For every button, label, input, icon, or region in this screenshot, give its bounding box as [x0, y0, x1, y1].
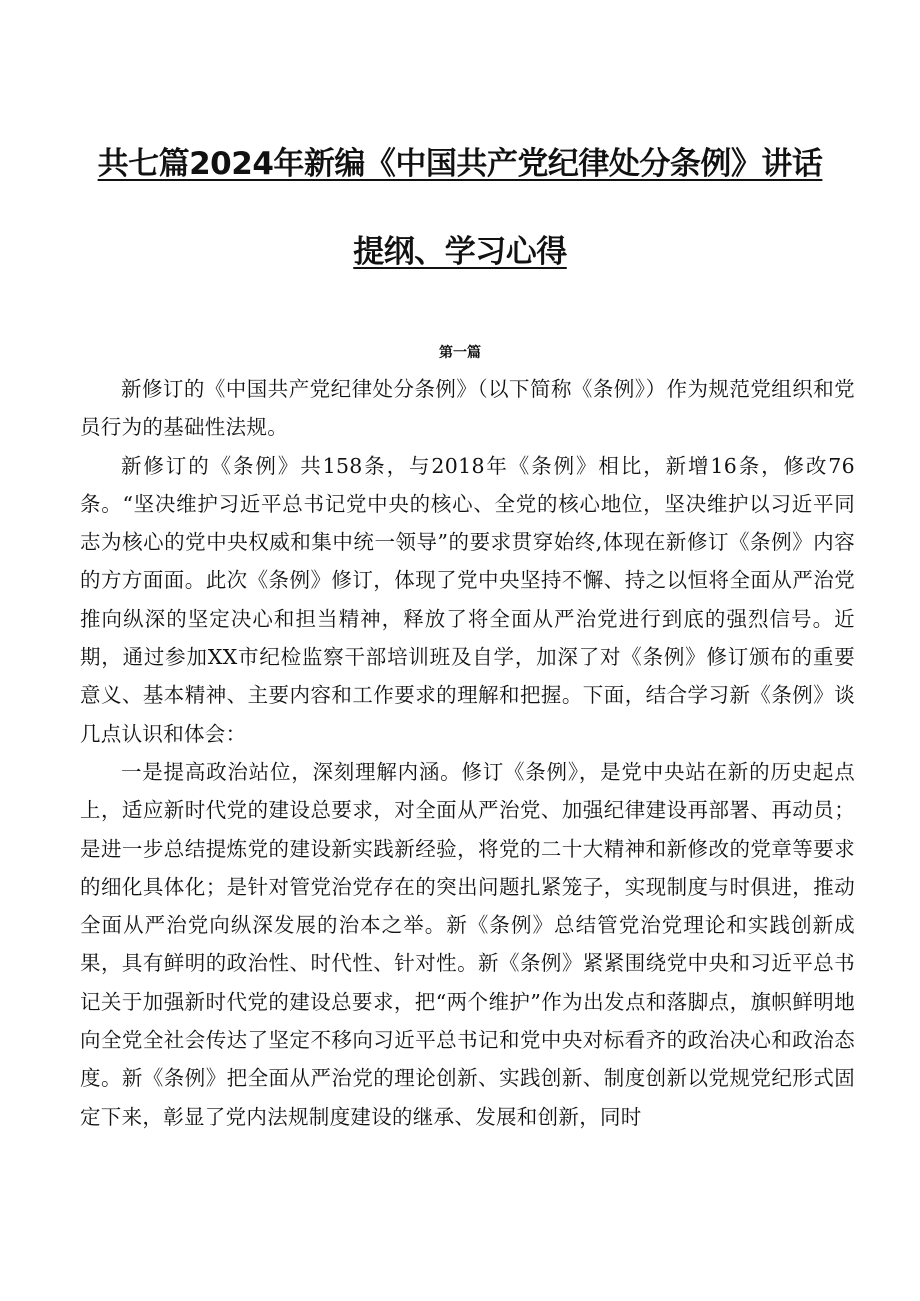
document-body — [80, 370, 855, 1136]
paragraph-3: 一是提高政治站位，深刻理解内涵。修订《条例》，是党中央站在新的历史起点上，适应新时代党的建设总要求，对全面从严治党、加强纪律建设再部署、再动员；是进一步总结提炼党的建设新实践新经验，将党的二十大精神和新修改的党章等要求的细化具体化；是针对管党治党存在的突出问题扎紧笼子，实现制度与时俱进，推动全面从严治党向纵深发展的治本之举。新《条例》总结管党治党理论和实践创新成果，具有鲜明的政治性、时代性、针对性。新《条例》紧紧围绕党中央和习近平总书记关于加强新时代党的建设总要求，把“两个维护”作为出发点和落脚点，旗帜鲜明地向全党全社会传达了坚定不移向习近平总书记和党中央对标看齐的政治决心和政治态度。新《条例》把全面从严治党的理论创新、实践创新、制度创新以党规党纪形式固定下来，彰显了党内法规制度建设的继承、发展和创新，同时 — [80, 759, 855, 1129]
section-heading: 第一篇 — [439, 345, 481, 361]
paragraph-2: 新修订的《条例》共158条，与2018年《条例》相比，新增16条，修改76条。“坚决维护习近平总书记党中央的核心、全党的核心地位，坚决维护以习近平同志为核心的党中央权威和集中统一领导”的要求贯穿始终,体现在新修订《条例》内容的方方面面。此次《条例》修订，体现了党中央坚持不懈、持之以恒将全面从严治党推向纵深的坚定决心和担当精神，释放了将全面从严治党进行到底的强烈信号。近期，通过参加XX市纪检监察干部培训班及自学，加深了对《条例》修订颁布的重要意义、基本精神、主要内容和工作要求的理解和把握。下面，结合学习新《条例》谈几点认识和体会： — [80, 453, 855, 746]
document-title-line-1: 共七篇2024年新编《中国共产党纪律处分条例》讲话 — [97, 146, 823, 182]
paragraph-1: 新修订的《中国共产党纪律处分条例》（以下简称《条例》）作为规范党组织和党员行为的基础性法规。 — [80, 377, 855, 440]
document-title-line-2: 提纲、学习心得 — [353, 234, 567, 270]
